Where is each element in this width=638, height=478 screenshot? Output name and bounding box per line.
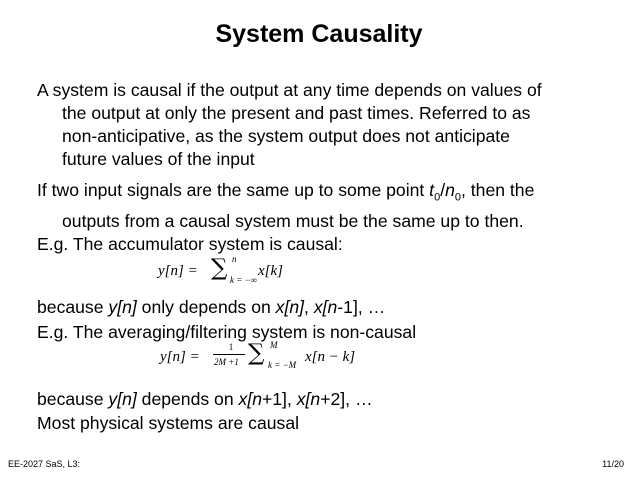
- text-run: x[n: [313, 297, 338, 317]
- text-line: [37, 180, 535, 204]
- text-run: only depends on: [136, 297, 276, 317]
- text-run: x[n: [238, 389, 262, 409]
- summation-sign: ∑: [248, 340, 265, 366]
- paragraph-accumulator: E.g. The accumulator system is causal:: [37, 234, 343, 254]
- sum-term: [305, 349, 355, 366]
- limit-text: n: [232, 254, 237, 264]
- limit-text: k = −M: [268, 360, 297, 370]
- paragraph-input-signals: [37, 179, 612, 233]
- limit-text: k = −∞: [230, 275, 258, 285]
- limit-text: M: [270, 340, 278, 350]
- text-line: A system is causal if the output at any time depends on values of: [37, 80, 542, 100]
- text-run: +2], …: [320, 389, 373, 409]
- text-line: future values of the input: [62, 149, 255, 169]
- sum-term: [258, 263, 283, 280]
- slide-title: System Causality: [215, 20, 423, 48]
- fraction-denominator: [214, 357, 239, 367]
- text-run: x[n]: [275, 297, 305, 317]
- text-line: the output at only the present and past times. Referred to as: [62, 103, 531, 123]
- footer-page-number: 11/20: [602, 459, 624, 469]
- text-run: ,: [304, 297, 314, 317]
- denominator-text: 2M +1: [214, 357, 239, 367]
- text-run: depends on: [136, 389, 239, 409]
- term-text: x[k]: [258, 263, 283, 279]
- sum-lower-limit: [230, 275, 257, 285]
- text-run: y[n]: [108, 297, 137, 317]
- eq-lhs-text: y[n] =: [158, 263, 198, 279]
- sum-upper-limit: [270, 340, 278, 350]
- paragraph-physical-systems: Most physical systems are causal: [37, 413, 300, 433]
- fraction-numerator: 1: [228, 342, 234, 352]
- sum-upper-limit: [232, 254, 237, 264]
- text-run: , then the: [461, 180, 535, 200]
- equation-lhs: [158, 263, 198, 280]
- text-run: /: [440, 180, 446, 200]
- variable-n: n: [445, 180, 455, 200]
- text-run: because: [37, 389, 109, 409]
- text-run: y[n]: [108, 389, 137, 409]
- text-line: outputs from a causal system must be the same up to then.: [62, 210, 524, 231]
- paragraph-averaging: E.g. The averaging/filtering system is non-causal: [37, 322, 417, 342]
- paragraph-causal-definition: [37, 79, 612, 171]
- text-run: x[n: [296, 389, 321, 409]
- eq-lhs-text: y[n] =: [160, 349, 200, 365]
- text-run: -1], …: [337, 297, 386, 317]
- sum-lower-limit: [268, 360, 296, 370]
- summation-sign: ∑: [211, 255, 228, 281]
- variable-t: t: [429, 180, 435, 200]
- paragraph-because-2: [37, 388, 612, 411]
- text-run: because: [37, 297, 109, 317]
- text-line: non-anticipative, as the system output does not anticipate: [62, 126, 510, 146]
- equation-lhs: [160, 349, 200, 366]
- subscript: 0: [434, 191, 441, 204]
- paragraph-because-1: [37, 296, 612, 319]
- term-text: x[n − k]: [305, 349, 356, 365]
- fraction-bar: [213, 354, 245, 355]
- subscript: 0: [454, 191, 461, 204]
- text-run: +1],: [262, 389, 297, 409]
- footer-course-label: EE-2027 SaS, L3:: [8, 459, 81, 469]
- text-run: If two input signals are the same up to some point: [37, 180, 430, 200]
